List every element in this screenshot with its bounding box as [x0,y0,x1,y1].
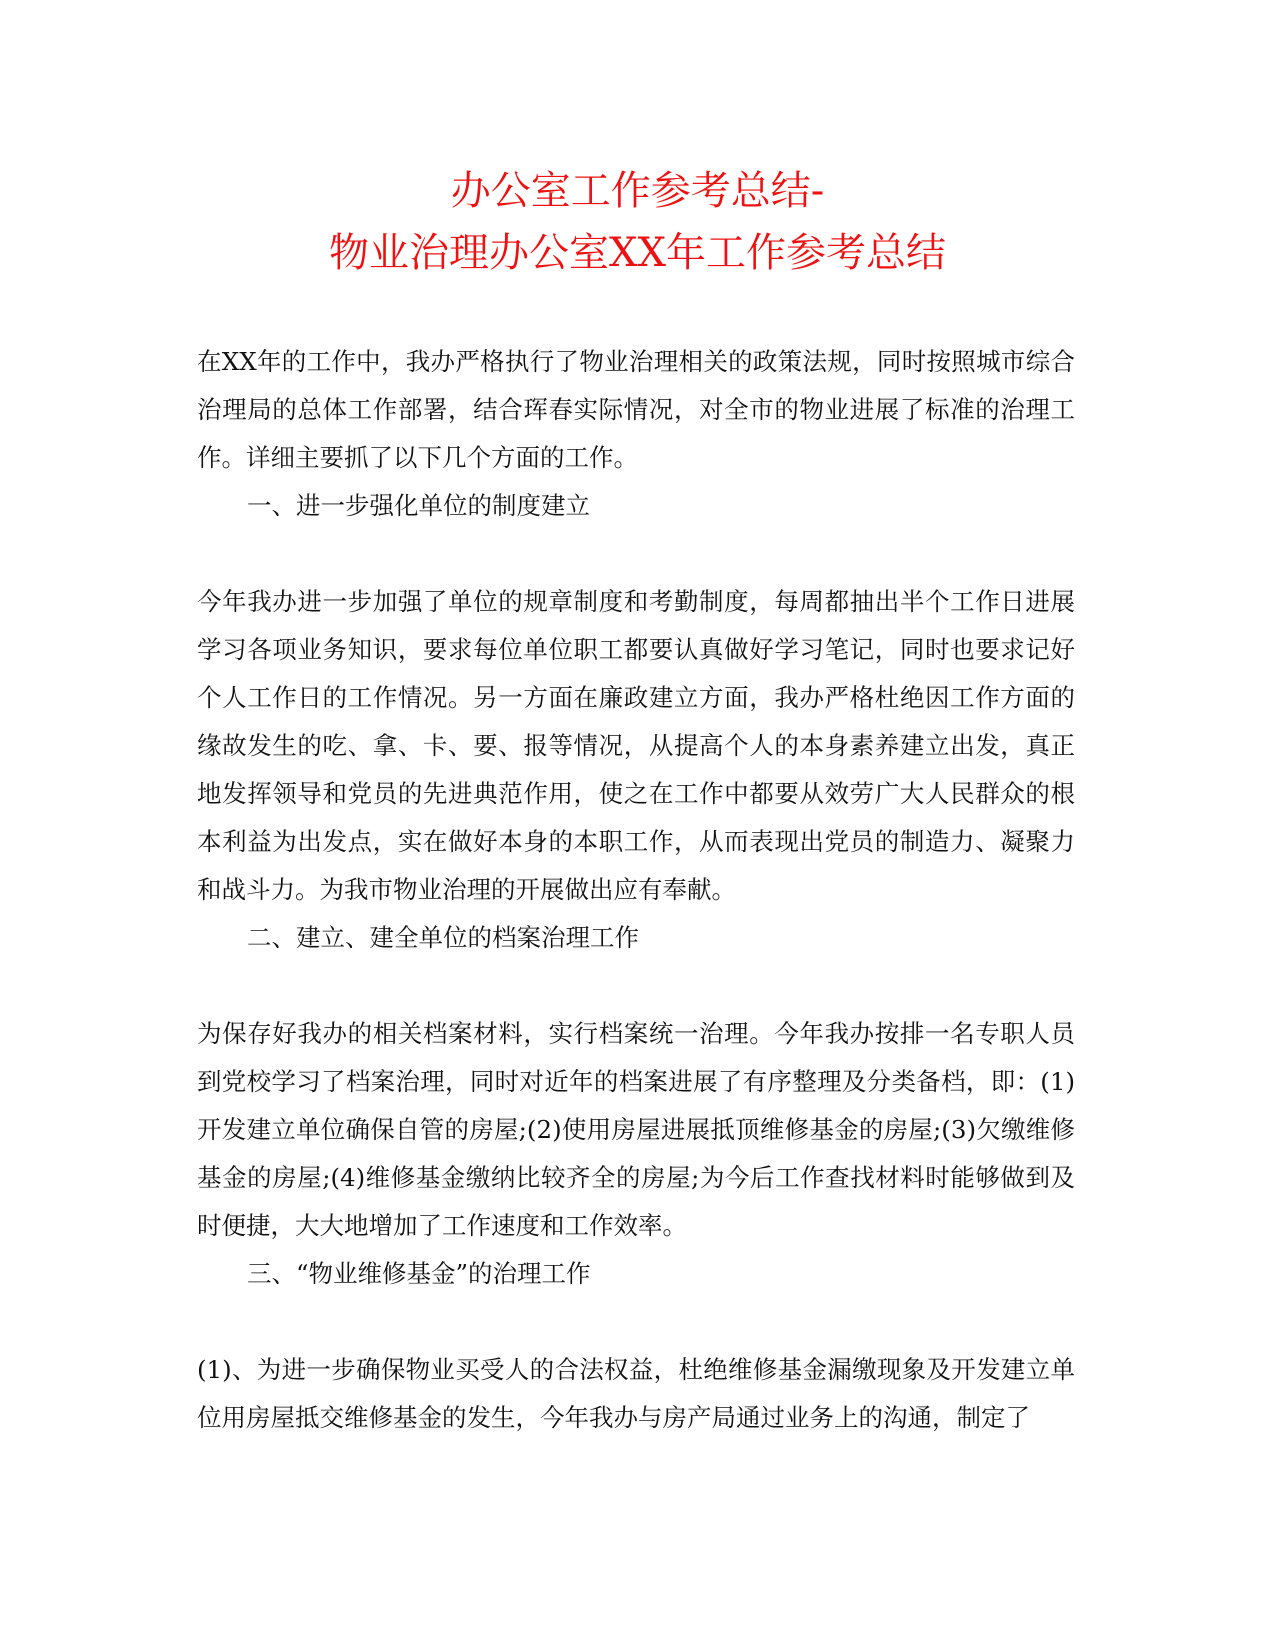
spacer [197,1298,1075,1346]
section-heading-1: 一、进一步强化单位的制度建立 [247,491,590,520]
section-paragraph-2: 为保存好我办的相关档案材料，实行档案统一治理。今年我办按排一名专职人员到党校学习了档案治理，同时对近年的档案进展了有序整理及分类备档，即：(1)开发建立单位确保自管的房屋;(2)使用房屋进展抵顶维修基金的房屋;(3)欠缴维修基金的房屋;(4)维修基金缴纳比较齐全的房屋;为今后工作查找材料时能够做到及时便捷，大大地增加了工作速度和工作效率。 [197,1019,1075,1240]
section-heading-2: 二、建立、建全单位的档案治理工作 [247,923,639,952]
section-paragraph-1: 今年我办进一步加强了单位的规章制度和考勤制度，每周都抽出半个工作日进展学习各项业务知识，要求每位单位职工都要认真做好学习笔记，同时也要求记好个人工作日的工作情况。另一方面在廉政建立方面，我办严格杜绝因工作方面的缘故发生的吃、拿、卡、要、报等情况，从提高个人的本身素养建立出发，真正地发挥领导和党员的先进典范作用，使之在工作中都要从效劳广大人民群众的根本利益为出发点，实在做好本身的本职工作，从而表现出党员的制造力、凝聚力和战斗力。为我市物业治理的开展做出应有奉献。 [197,587,1075,904]
title-line-2: 物业治理办公室XX年工作参考总结 [329,230,946,276]
document-body [197,338,1075,1442]
document-title [0,160,1275,284]
spacer [197,530,1075,578]
title-line-1: 办公室工作参考总结- [450,168,825,214]
section-heading-3: 三、“物业维修基金”的治理工作 [247,1259,591,1288]
section-paragraph-3: (1)、为进一步确保物业买受人的合法权益，杜绝维修基金漏缴现象及开发建立单位用房屋抵交维修基金的发生，今年我办与房产局通过业务上的沟通，制定了 [197,1355,1075,1432]
intro-paragraph: 在XX年的工作中，我办严格执行了物业治理相关的政策法规，同时按照城市综合治理局的总体工作部署，结合珲春实际情况，对全市的物业进展了标准的治理工作。详细主要抓了以下几个方面的工作。 [197,347,1075,472]
spacer [197,962,1075,1010]
